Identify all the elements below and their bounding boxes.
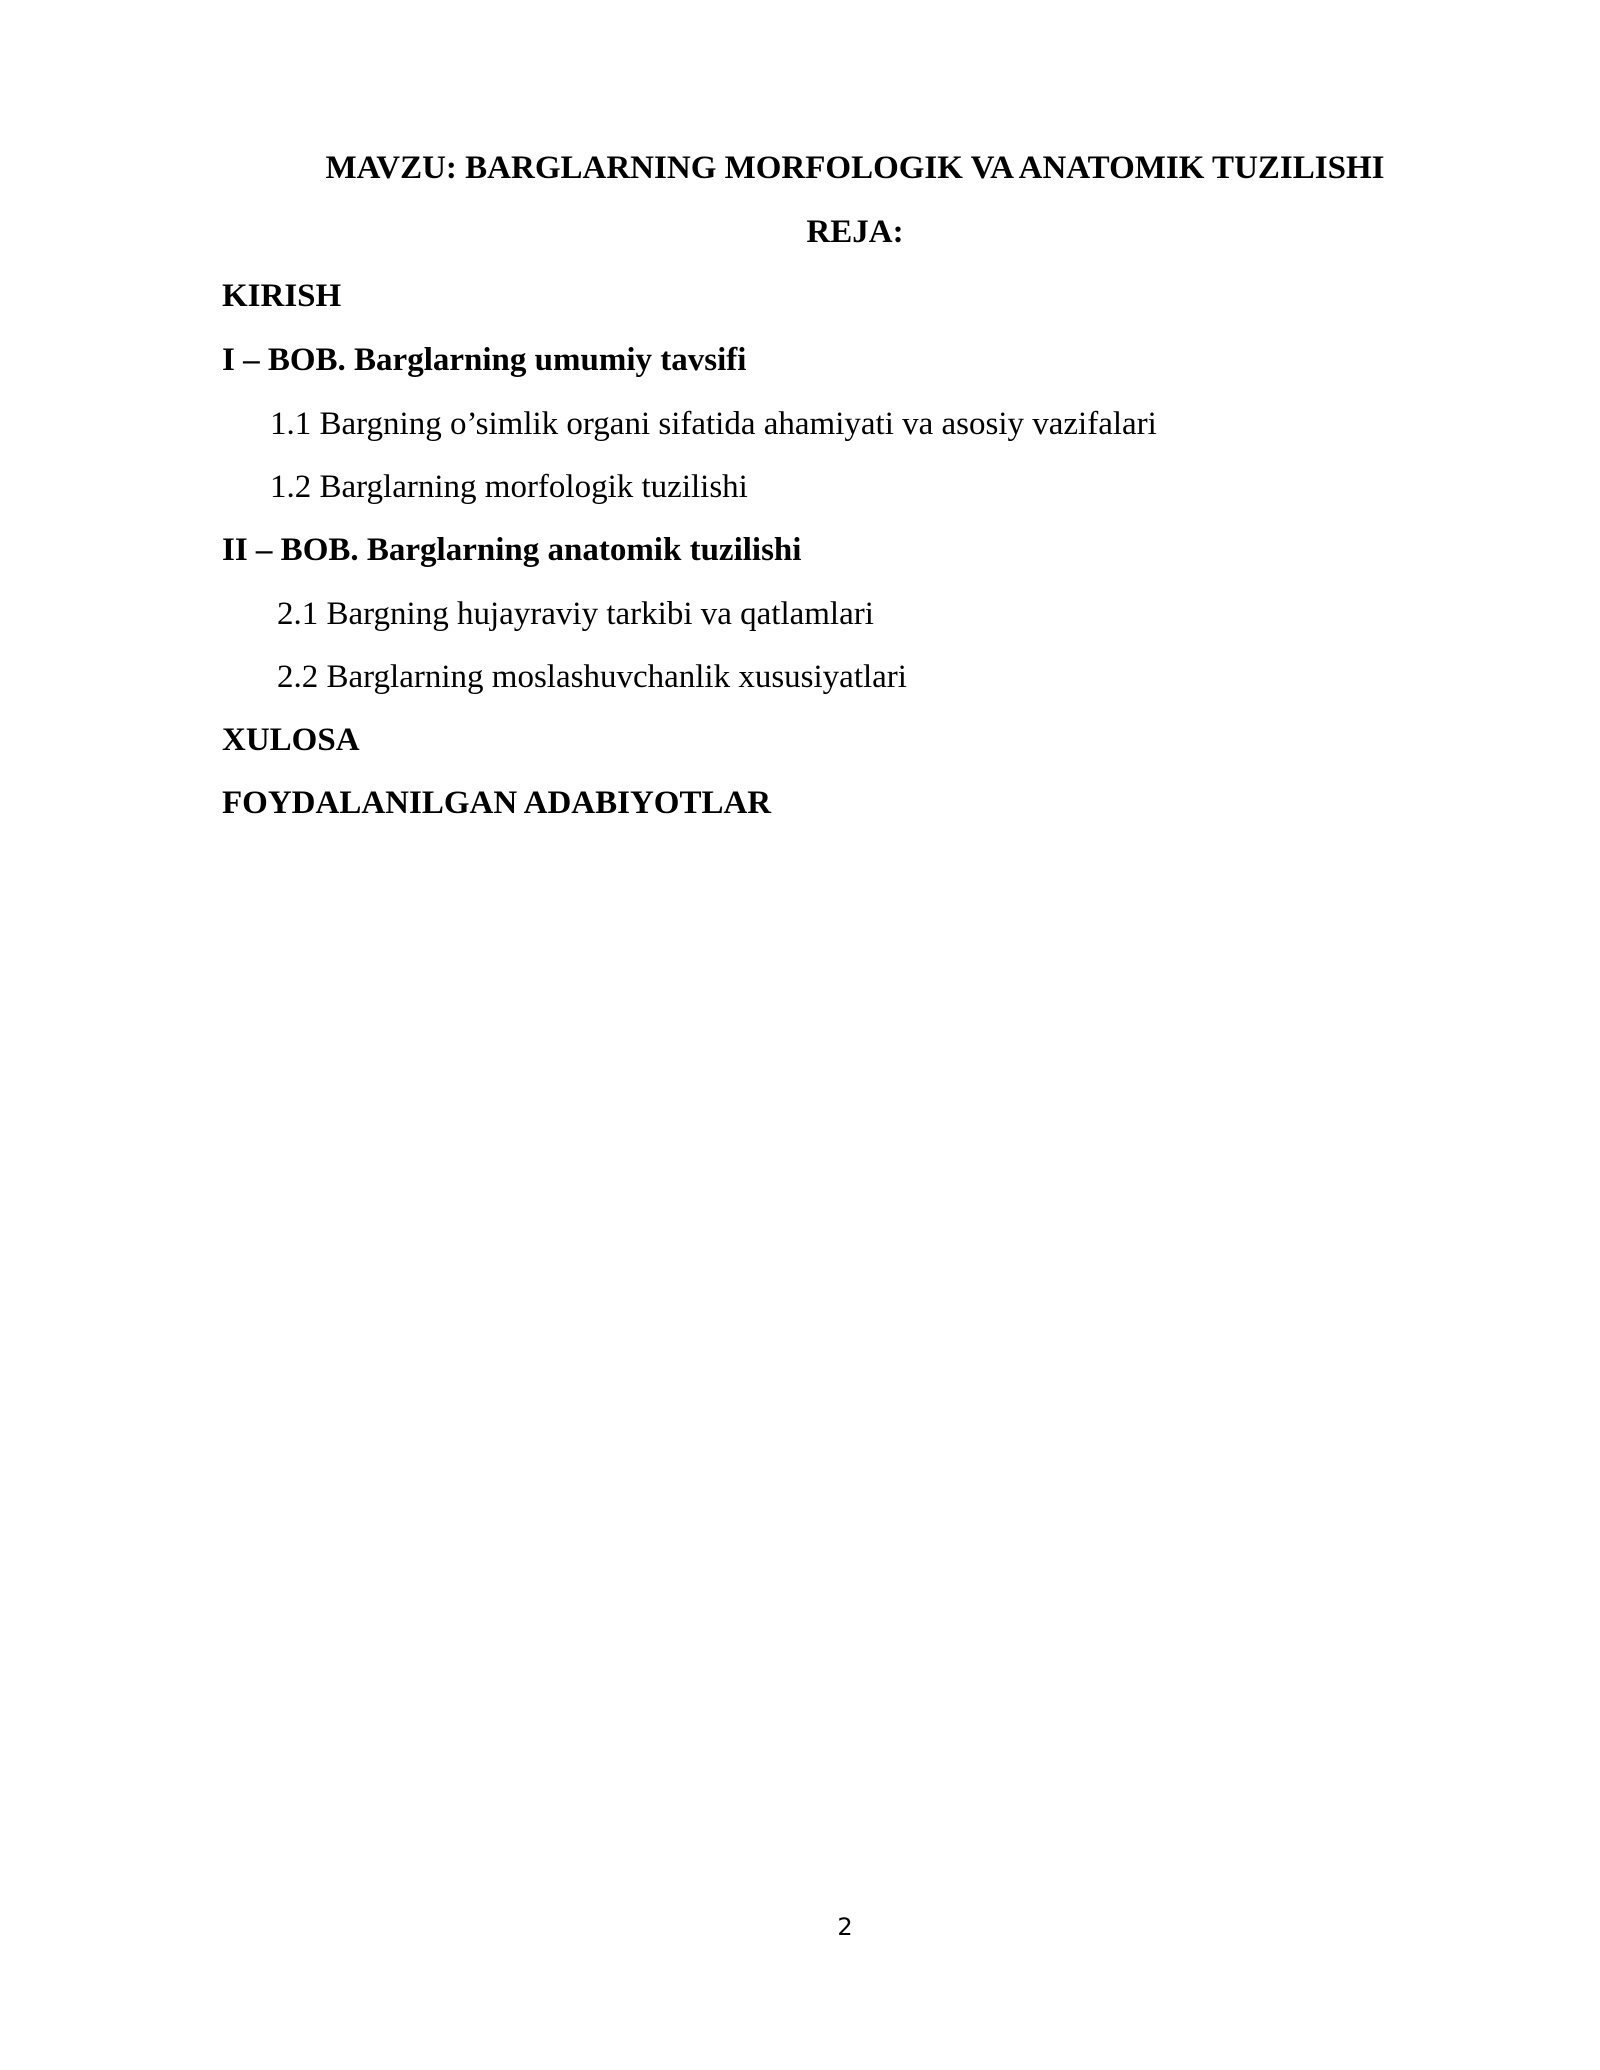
page-number: 2 [837, 1913, 853, 1941]
toc-section-1-2: 1.2 Barglarning morfologik tuzilishi [270, 469, 748, 505]
toc-chapter-1-heading: I – BOB. Barglarning umumiy tavsifi [222, 342, 747, 378]
document-title: MAVZU: BARGLARNING MORFOLOGIK VA ANATOMIK TUZILISHI [325, 150, 1385, 186]
toc-references: FOYDALANILGAN ADABIYOTLAR [222, 785, 772, 821]
plan-heading: REJA: [806, 214, 904, 250]
toc-section-1-1: 1.1 Bargning o’simlik organi sifatida ahamiyati va asosiy vazifalari [270, 406, 1157, 442]
toc-intro: KIRISH [222, 278, 342, 314]
toc-conclusion: XULOSA [222, 722, 360, 758]
toc-section-2-1: 2.1 Bargning hujayraviy tarkibi va qatlamlari [277, 596, 874, 632]
toc-chapter-2-heading: II – BOB. Barglarning anatomik tuzilishi [222, 532, 802, 568]
toc-section-2-2: 2.2 Barglarning moslashuvchanlik xususiyatlari [277, 659, 907, 695]
